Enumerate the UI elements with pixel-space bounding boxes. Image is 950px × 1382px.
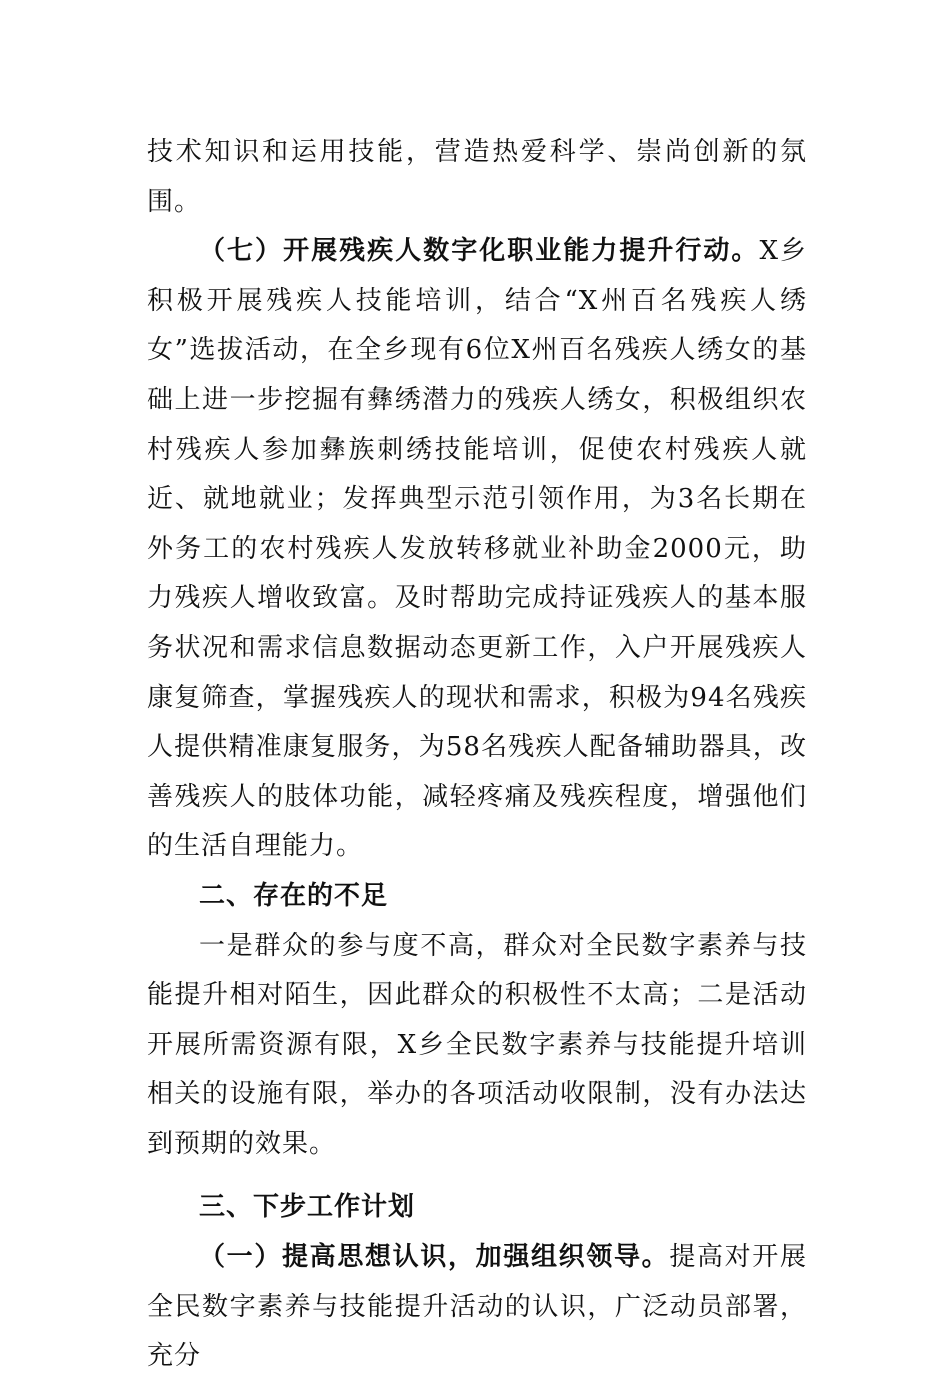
shortcomings-paragraph: 一是群众的参与度不高，群众对全民数字素养与技能提升相对陌生，因此群众的积极性不太高；二是活动开展所需资源有限，X乡全民数字素养与技能提升培训相关的设施有限，举办的各项活动收限制，没有办法达到预期的效果。: [147, 930, 807, 1159]
section-7-body: X乡积极开展残疾人技能培训，结合“X州百名残疾人绣女”选拔活动，在全乡现有6位X州百名残疾人绣女的基础上进一步挖掘有彝绣潜力的残疾人绣女，积极组织农村残疾人参加彝族刺绣技能培训，促使农村残疾人就近、就地就业；发挥典型示范引领作用，为3名长期在外务工的农村残疾人发放转移就业补助金2000元，助力残疾人增收致富。及时帮助完成持证残疾人的基本服务状况和需求信息数据动态更新工作，入户开展残疾人康复筛查，掌握残疾人的现状和需求，积极为94名残疾人提供精准康复服务，为58名残疾人配备辅助器具，改善残疾人的肢体功能，减轻疼痛及残疾程度，增强他们的生活自理能力。: [147, 236, 807, 862]
heading-next-plan: 三、下步工作计划: [199, 1192, 416, 1223]
plan-1-paragraph: [147, 1233, 807, 1382]
document-page: [147, 128, 807, 1382]
section-spacer: [147, 1169, 807, 1183]
section-7-paragraph: [147, 227, 807, 872]
continuation-paragraph: 技术知识和运用技能，营造热爱科学、崇尚创新的氛围。: [147, 137, 807, 217]
plan-1-body: 提高对开展全民数字素养与技能提升活动的认识，广泛动员部署，充分: [147, 1242, 807, 1372]
plan-1-lead: （一）提高思想认识，加强组织领导。: [199, 1242, 670, 1273]
section-7-lead: （七）开展残疾人数字化职业能力提升行动。: [199, 236, 760, 267]
heading-shortcomings: 二、存在的不足: [199, 880, 389, 911]
